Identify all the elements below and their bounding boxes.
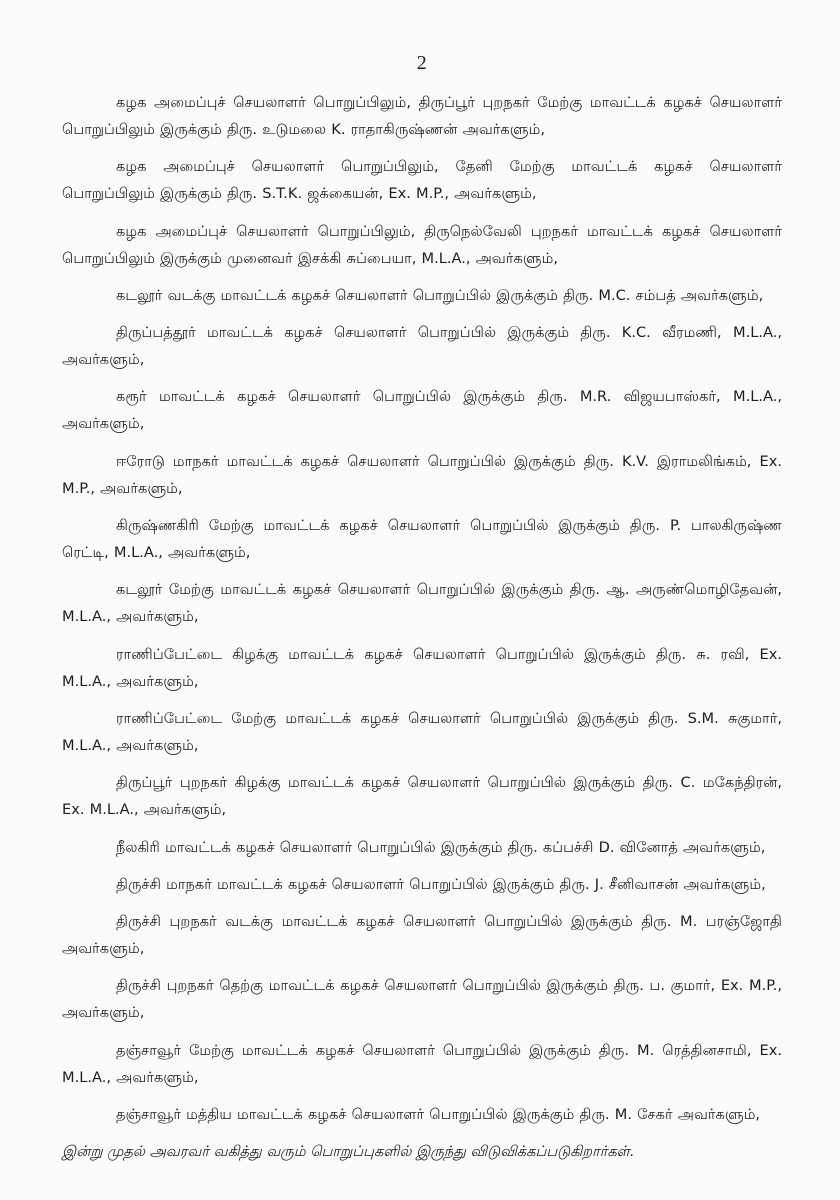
paragraph: திருச்சி புறநகர் வடக்கு மாவட்டக் கழகச் செயலாளர் பொறுப்பில் இருக்கும் திரு. M. பரஞ்ஜோதி அவர்களும்,: [62, 913, 782, 958]
paragraph: திருப்பூர் புறநகர் கிழக்கு மாவட்டக் கழகச் செயலாளர் பொறுப்பில் இருக்கும் திரு. C. மகேந்திரன், Ex. M.L.A., அவர்களும்,: [62, 774, 782, 819]
paragraph: ஈரோடு மாநகர் மாவட்டக் கழகச் செயலாளர் பொறுப்பில் இருக்கும் திரு. K.V. இராமலிங்கம், Ex. M.P., அவர்களும்,: [62, 452, 782, 497]
paragraph: கரூர் மாவட்டக் கழகச் செயலாளர் பொறுப்பில் இருக்கும் திரு. M.R. விஜயபாஸ்கர், M.L.A., அவர்களும்,: [62, 388, 782, 433]
paragraph: திருச்சி புறநகர் தெற்கு மாவட்டக் கழகச் செயலாளர் பொறுப்பில் இருக்கும் திரு. ப. குமார், Ex. M.P., அவர்களும்,: [62, 977, 782, 1022]
paragraph: நீலகிரி மாவட்டக் கழகச் செயலாளர் பொறுப்பில் இருக்கும் திரு. கப்பச்சி D. வினோத் அவர்களும்,: [116, 838, 766, 856]
paragraph: திருச்சி மாநகர் மாவட்டக் கழகச் செயலாளர் பொறுப்பில் இருக்கும் திரு. J. சீனிவாசன் அவர்களும்,: [116, 875, 766, 893]
paragraph: கடலூர் வடக்கு மாவட்டக் கழகச் செயலாளர் பொறுப்பில் இருக்கும் திரு. M.C. சம்பத் அவர்களும்,: [116, 286, 764, 304]
paragraph: தஞ்சாவூர் மேற்கு மாவட்டக் கழகச் செயலாளர் பொறுப்பில் இருக்கும் திரு. M. ரெத்தினசாமி, Ex. M.L.A., அவர்களும்,: [62, 1041, 782, 1086]
paragraph: ராணிப்பேட்டை கிழக்கு மாவட்டக் கழகச் செயலாளர் பொறுப்பில் இருக்கும் திரு. சு. ரவி, Ex. M.L.A., அவர்களும்,: [62, 645, 782, 690]
paragraph: கிருஷ்ணகிரி மேற்கு மாவட்டக் கழகச் செயலாளர் பொறுப்பில் இருக்கும் திரு. P. பாலகிருஷ்ண ரெட்டி, M.L.A., அவர்களும்,: [62, 517, 782, 562]
paragraph: கழக அமைப்புச் செயலாளர் பொறுப்பிலும், திருப்பூர் புறநகர் மேற்கு மாவட்டக் கழகச் செயலாளர் பொறுப்பிலும் இருக்கும் திரு. உடுமலை K. ராதாகிருஷ்ணன் அவர்களும்,: [62, 94, 782, 138]
page-number: 2: [416, 52, 428, 74]
closing-statement: இன்று முதல் அவரவர் வகித்து வரும் பொறுப்புகளில் இருந்து விடுவிக்கப்படுகிறார்கள்.: [62, 1143, 635, 1161]
paragraph: ராணிப்பேட்டை மேற்கு மாவட்டக் கழகச் செயலாளர் பொறுப்பில் இருக்கும் திரு. S.M. சுகுமார், M.L.A., அவர்களும்,: [62, 709, 782, 754]
paragraph: தஞ்சாவூர் மத்திய மாவட்டக் கழகச் செயலாளர் பொறுப்பில் இருக்கும் திரு. M. சேகர் அவர்களும்,: [116, 1106, 761, 1124]
paragraph: கழக அமைப்புச் செயலாளர் பொறுப்பிலும், தேனி மேற்கு மாவட்டக் கழகச் செயலாளர் பொறுப்பிலும் இருக்கும் திரு. S.T.K. ஜக்கையன், Ex. M.P., அவர்களும்,: [62, 158, 782, 203]
paragraph: திருப்பத்தூர் மாவட்டக் கழகச் செயலாளர் பொறுப்பில் இருக்கும் திரு. K.C. வீரமணி, M.L.A., அவர்களும்,: [62, 324, 782, 369]
paragraph: கழக அமைப்புச் செயலாளர் பொறுப்பிலும், திருநெல்வேலி புறநகர் மாவட்டக் கழகச் செயலாளர் பொறுப்பிலும் இருக்கும் முனைவர் இசக்கி சுப்பையா, M.L.A., அவர்களும்,: [62, 222, 782, 267]
paragraph: கடலூர் மேற்கு மாவட்டக் கழகச் செயலாளர் பொறுப்பில் இருக்கும் திரு. ஆ. அருண்மொழிதேவன், M.L.A., அவர்களும்,: [62, 581, 782, 626]
